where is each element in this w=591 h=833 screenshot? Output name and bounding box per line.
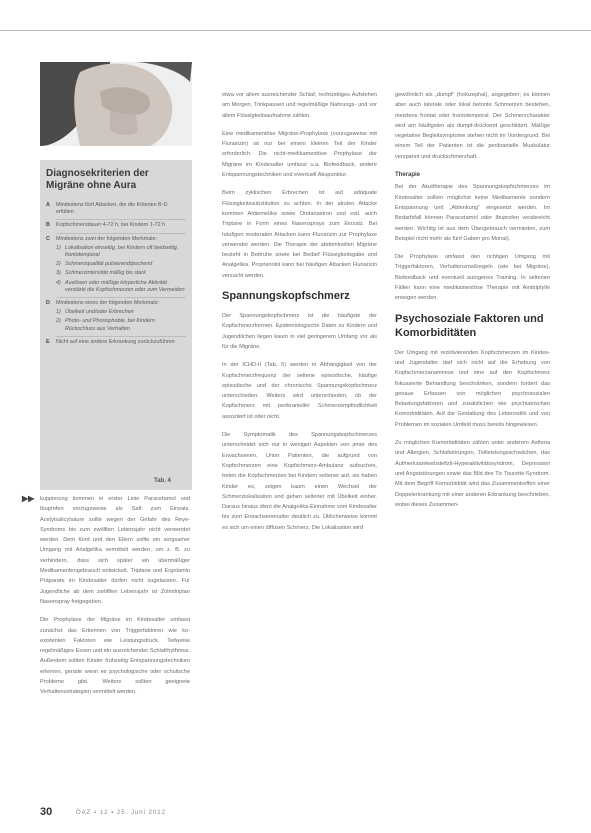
criterion-text (56, 236, 186, 294)
criterion-text: Kopfschmerzdauer 4-72 h, bei Kindern 1-72 h (56, 222, 166, 229)
paragraph: etwa vor allem ausreichender Schlaf, rechtzeitiges Aufstehen am Morgen, Trinkpausen und regelmäßige Nahrungs- und vor allem Flüssigkeitsaufnahme zählen. (222, 92, 377, 119)
paragraph: Der Umgang mit rezidivierenden Kopfschmerzen im Kindes- und Jugendalter darf sich nicht auf die Erhebung von Kopfschmerzanamnese und eine auf den Kopfschmerz fokussierte Behandlung beschränken, sondern fordert das genaue Erfassen von möglichen psychosozialen Belastungsfaktoren und zusätzlichen wie psychiatrischen Komorbiditäten. Auf die Gestaltung des Lebensstils und von Problemen im sozialen Umfeld muss bereits hingewiesen. (395, 349, 550, 428)
criterion-sub (56, 245, 186, 259)
paragraph: Zu möglichen Komorbiditäten zählen unter anderem Asthma und Allergien, Schlafstörungen, Teilleistungsschwächen, das Aufmerksamkeitsdefizit-Hyperaktivitätssyndrom, Depression und Angststörungen sowie das Bild des Tic Tourette-Syndrom. Mit dem Begriff Komorbidität wird das Zusammentreffen einer Doppelerkrankung mit einer anderen Erkrankung beschrieben, wobei dieses Zusammen- (395, 440, 550, 508)
text-column-2 (222, 90, 377, 541)
criterion-intro: Mindestens zwei der folgenden Merkmale: (56, 235, 157, 242)
continuation-arrow-icon: ▶▶ (22, 494, 35, 503)
section-heading: Spannungskopfschmerz (222, 290, 350, 303)
criterion-text: Nicht auf eine andere Erkrankung zurückzuführen (56, 338, 175, 345)
criterion-sub (56, 280, 186, 294)
criterion-a (46, 202, 186, 216)
criterion-intro: Mindestens eines der folgenden Merkmale: (56, 300, 160, 307)
paragraph: In der ICHD-II (Tab. 5) werden in Abhängigkeit von der Kopfschmerzfrequenz der seltene episodische, häufige episodische und der chronische Spannungskopfschmerz unterschieden. Weiters wird unterschieden, ob der Kopfschmerz mit perikranieller Schmerzempfindlichkeit assoziiert ist oder nicht. (222, 362, 377, 420)
top-rule (0, 30, 591, 31)
criterion-sub (56, 318, 186, 332)
criterion-letter: D (46, 300, 50, 307)
criterion-letter: A (46, 202, 50, 208)
sub-text: Schmerzqualität pulsierend/pochend (65, 261, 153, 268)
subsection-heading: Therapie (395, 172, 421, 179)
sub-text: Schmerzintensität mäßig bis stark (65, 270, 146, 277)
paragraph: Die Prophylaxe der Migräne im Kindesalter umfasst zunächst das Erkennen von Triggerfaktoren wie ko-existenten Faktoren wie Leistungsdruck. Teilweise regelmäßiges Essen und ein ausreichender Schlafrhythmus. Außerdem sollten Kinder frühzeitig Entspannungstechniken erlernen, gerade wenn es psychologische oder schulische Probleme gibt. Weiters sollten geeignete Verhaltensstrategien vermittelt werden, (40, 617, 190, 696)
criterion-c (46, 236, 186, 294)
diagnosis-criteria-box (40, 160, 192, 490)
headache-photo (40, 62, 192, 146)
publication-info: ÖAZ ▪ 12 ▪ 25. Juni 2012 (76, 810, 166, 816)
text-column-3 (395, 90, 550, 518)
criterion-e (46, 339, 186, 346)
sub-text: Lokalisation einseitig, bei Kindern oft beidseitig, frontotemporal (65, 244, 179, 259)
criterion-letter: B (46, 222, 50, 229)
criterion-text: Mindestens fünf Attacken, die die Kriterien B-D erfüllen (56, 202, 168, 216)
page-number: 30 (40, 806, 53, 818)
paragraph: kuppierung kommen in erster Linie Paracetamol und Ibuprofen vorzugsweise als Saft zum Einsatz. Acetylsalicylsäure sollte wegen der Gefahr des Reye-Syndroms bis zum zwölften Lebensjahr nicht verwendet werden. Dem Kind und den Eltern sollte ein sorgsamer Umgang mit Analgetika vermittelt werden, um z. B. zu verhindern, dass sich später ein übermäßiger Medikamentengebrauch entwickelt. Triptane und Ergotamin Präparate im Kindesalter dürfen nicht zugelassen. Für Jugendliche ab dem zwölften Lebensjahr ist Zolmitriptan Nasenspray freigegeben. (40, 496, 190, 605)
paragraph: Beim zyklischen Erbrechen ist auf adäquate Flüssigkeitssubstitution zu achten. In der akuten Attacke kommen Antiemetika sowie Ondansetron und evtl. auch Triptane in Form eines Nasensprays zum Einsatz. Bei häufigen moderaten Attacken kann Flunarizin zur Prophylaxe verwendet werden. Die Therapie der abdominellen Migräne besteht in Bettruhe sowie bei Bedarf Flüssigkeitsgabe und Analgetika. Propranolol kann bei häufigen Attacken Flunarizin versucht werden. (222, 190, 377, 279)
criterion-letter: E (46, 338, 50, 345)
sub-number: 1) (56, 244, 61, 251)
criterion-letter: C (46, 235, 50, 242)
text-column-1 (40, 494, 190, 706)
paragraph: Der Spannungskopfschmerz ist die häufigste der Kopfschmerzformen. Epidemiologische Daten zu Kindern und Jugendlichen liegen kaum in viel geringerem Umfang vor als für die Migräne. (222, 313, 377, 350)
paragraph: Eine medikamentöse Migräne-Prophylaxe (vorzugsweise mit Flunarizin) ist nur bei einem kleinen Teil der Kinder erforderlich. Die nicht-medikamentöse Prophylaxe der Migräne im Kindesalter umfasst u.a. Biofeedback, andere Entspannungstechniken und eventuell Akupunktur. (222, 130, 377, 179)
table-reference: Tab. 4 (154, 478, 171, 484)
sub-number: 1) (56, 309, 61, 316)
paragraph: Die Prophylaxe umfasst den richtigen Umgang mit Triggerfaktoren, Verhaltensmaßregeln (wie bei Migräne), Biofeedback und eventuell autogenes Training. In seltenen Fällen kann eine medikamentöse Therapie mit Amitriptylin erwogen werden. (395, 254, 550, 302)
criterion-sub (56, 261, 186, 268)
box-title: Diagnosekriterien der Migräne ohne Aura (46, 168, 149, 191)
paragraph: gewöhnlich als „dumpf“ (holozephal), angegeben; es können aber auch laterale oder lokal betonte Schmerzen bestehen, meistens frontal oder frontotemporal. Der Schmerzcharakter wird am häufigsten als dumpf-drückend geschildert. Mäßige vegetative Begleitsymptome stehen nicht im Vordergrund. Bei einem Teil der Patienten ist die perikranielle Muskulatur verspannt und druckschmerzhaft. (395, 92, 550, 160)
sub-text: Auslösen oder mäßige körperliche Aktivität verstärkt die Kopfschmerzen oder zum Vermeiden (65, 279, 185, 293)
criterion-sub (56, 270, 186, 277)
sub-number: 4) (56, 279, 61, 286)
sub-number: 2) (56, 261, 61, 268)
section-heading: Psychosoziale Faktoren und Komorbiditäten (395, 312, 544, 339)
criterion-text (56, 300, 186, 333)
criterion-sub (56, 309, 186, 316)
sub-number: 2) (56, 318, 61, 325)
criterion-d (46, 300, 186, 333)
sub-text: Übelkeit und/oder Erbrechen (65, 309, 134, 316)
paragraph: Die Symptomatik des Spannungskopfschmerzes unterscheidet sich nur in wenigen Aspekten von jener des Erwachsenen. Unter Patienten, die aufgrund von Kopfschmerzen eine Kopfschmerz-Ambulanz aufsuchen, treten die Kopfschmerzen bei Kindern seltener auf, sie haben Kinder es, zeigen kaum einen Wechsel der Schmerzlokalisation und gehen seltener mit Übelkeit einher. Daraus hinaus dient die Analgetika-Einnahme vom Kindesalter bis zum Erwachsenenalter deutlich zu. Üblicherweise kommt es sich um einen diffusen Schmerz. Die Lokalisation wird (222, 432, 377, 531)
paragraph: Bei der Akuttherapie des Spannungskopfschmerzes im Kindesalter sollten möglichst keine Medikamente sondern Entspannung und „Ablenkung“ eingesetzt werden. Im Bedarfsfall können Paracetamol oder Ibuprofen verabreicht werden. Wichtig ist aus dem Übergebrauch vermieden, zum Beispiel nicht mehr als fünf Gaben pro Monat). (395, 184, 550, 242)
sub-text: Photo- und Phonophobie, bei Kindern Rückschluss aus Verhalten (65, 318, 155, 332)
criterion-b (46, 222, 186, 229)
sub-number: 3) (56, 270, 61, 277)
page-footer (40, 806, 550, 822)
